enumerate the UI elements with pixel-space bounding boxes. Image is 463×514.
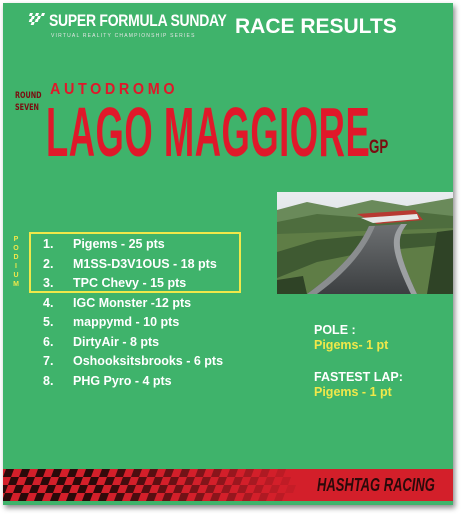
checker-cell — [40, 477, 51, 485]
checker-cell — [227, 469, 238, 477]
result-position: 7. — [43, 354, 54, 368]
checker-cell — [195, 469, 206, 477]
checker-cell — [258, 493, 269, 501]
results-list — [43, 237, 223, 393]
checker-cell — [115, 469, 126, 477]
result-row — [43, 354, 223, 374]
venue-name: LAGO MAGGIORE — [46, 93, 371, 171]
checker-cell — [99, 469, 110, 477]
checker-cell — [274, 493, 285, 501]
checker-cell — [253, 485, 264, 493]
checker-cell — [114, 493, 125, 501]
results-card — [3, 3, 453, 505]
checker-cell — [168, 477, 179, 485]
podium-label-text: P O D I U M — [13, 236, 19, 288]
checker-cell — [173, 485, 184, 493]
result-row — [43, 374, 223, 394]
result-row — [43, 296, 223, 316]
checker-cell — [280, 477, 291, 485]
brand-subtitle: VIRTUAL REALITY CHAMPIONSHIP SERIES — [51, 33, 196, 39]
checker-cell — [72, 477, 83, 485]
checkered-flag-icon — [28, 13, 46, 27]
checker-cell — [3, 485, 8, 493]
checker-cell — [24, 477, 35, 485]
checker-cell — [147, 469, 158, 477]
checker-cell — [178, 493, 189, 501]
checker-cell — [275, 469, 286, 477]
fastest-lap-label: FASTEST LAP: — [314, 370, 403, 384]
checker-cell — [77, 485, 88, 493]
checker-cell — [232, 477, 243, 485]
result-row — [43, 276, 223, 296]
result-position: 8. — [43, 373, 54, 388]
checker-cell — [210, 493, 221, 501]
checker-cell — [109, 485, 120, 493]
pole-label: POLE : — [314, 323, 356, 337]
result-row — [43, 237, 223, 257]
checker-cell — [56, 477, 67, 485]
result-position: 4. — [43, 295, 54, 310]
checker-cell — [205, 485, 216, 493]
result-position: 3. — [43, 276, 54, 290]
checker-cell — [45, 485, 56, 493]
checker-cell — [13, 485, 24, 493]
checker-cell — [259, 469, 270, 477]
result-text: TPC Chevy - 15 pts — [73, 276, 187, 290]
result-text: Pigems - 25 pts — [73, 237, 165, 251]
round-label: ROUND — [15, 91, 42, 101]
checker-cell — [34, 493, 45, 501]
checker-cell — [18, 493, 29, 501]
checker-cell — [131, 469, 142, 477]
round-number: SEVEN — [15, 103, 39, 113]
checker-cell — [237, 485, 248, 493]
checker-cell — [104, 477, 115, 485]
checker-cell — [51, 469, 62, 477]
checker-cell — [98, 493, 109, 501]
checker-cell — [226, 493, 237, 501]
result-text: DirtyAir - 8 pts — [73, 334, 160, 349]
checker-cell — [50, 493, 61, 501]
checker-cell — [130, 493, 141, 501]
result-position: 2. — [43, 256, 54, 271]
checker-cell — [93, 485, 104, 493]
checker-cell — [8, 477, 19, 485]
checker-cell — [125, 485, 136, 493]
checker-cell — [3, 469, 14, 477]
checker-cell — [243, 469, 254, 477]
result-position: 5. — [43, 315, 54, 329]
checker-cell — [61, 485, 72, 493]
venue-suffix: GP — [369, 137, 389, 158]
checker-cell — [184, 477, 195, 485]
checker-cell — [200, 477, 211, 485]
checker-cell — [221, 485, 232, 493]
checker-cell — [29, 485, 40, 493]
checker-cell — [163, 469, 174, 477]
fastest-lap-value: Pigems - 1 pt — [314, 385, 392, 399]
footer-brand: HASHTAG RACING — [317, 475, 435, 495]
checker-cell — [216, 477, 227, 485]
checker-cell — [66, 493, 77, 501]
checker-cell — [35, 469, 46, 477]
result-text: IGC Monster -12 pts — [73, 295, 192, 310]
checker-cell — [162, 493, 173, 501]
checker-cell — [136, 477, 147, 485]
checker-cell — [189, 485, 200, 493]
venue-line1: AUTODROMO — [50, 81, 179, 98]
checker-cell — [67, 469, 78, 477]
checker-cell — [157, 485, 168, 493]
checker-cell — [179, 469, 190, 477]
checker-cell — [269, 485, 280, 493]
result-row — [43, 315, 223, 335]
checker-cell — [242, 493, 253, 501]
result-row — [43, 335, 223, 355]
checker-cell — [19, 469, 30, 477]
brand-title: SUPER FORMULA SUNDAY — [49, 11, 227, 30]
checkered-stripe-icon — [3, 469, 303, 501]
checker-cell — [152, 477, 163, 485]
result-text: Oshooksitsbrooks - 6 pts — [73, 354, 224, 368]
checker-cell — [264, 477, 275, 485]
result-text: PHG Pyro - 4 pts — [73, 373, 172, 388]
result-text: mappymd - 10 pts — [73, 315, 180, 329]
track-photo — [277, 192, 453, 294]
pole-value: Pigems- 1 pt — [314, 338, 389, 352]
checker-cell — [146, 493, 157, 501]
checker-cell — [83, 469, 94, 477]
page-title: RACE RESULTS — [235, 15, 397, 38]
result-position: 6. — [43, 334, 54, 349]
checker-cell — [141, 485, 152, 493]
result-row — [43, 257, 223, 277]
checker-cell — [88, 477, 99, 485]
checker-cell — [82, 493, 93, 501]
podium-label — [11, 235, 21, 289]
checker-cell — [3, 493, 13, 501]
checker-cell — [120, 477, 131, 485]
checker-cell — [211, 469, 222, 477]
checker-cell — [285, 485, 296, 493]
checker-cell — [248, 477, 259, 485]
result-position: 1. — [43, 237, 54, 251]
checker-cell — [194, 493, 205, 501]
result-text: M1SS-D3V1OUS - 18 pts — [73, 256, 217, 271]
